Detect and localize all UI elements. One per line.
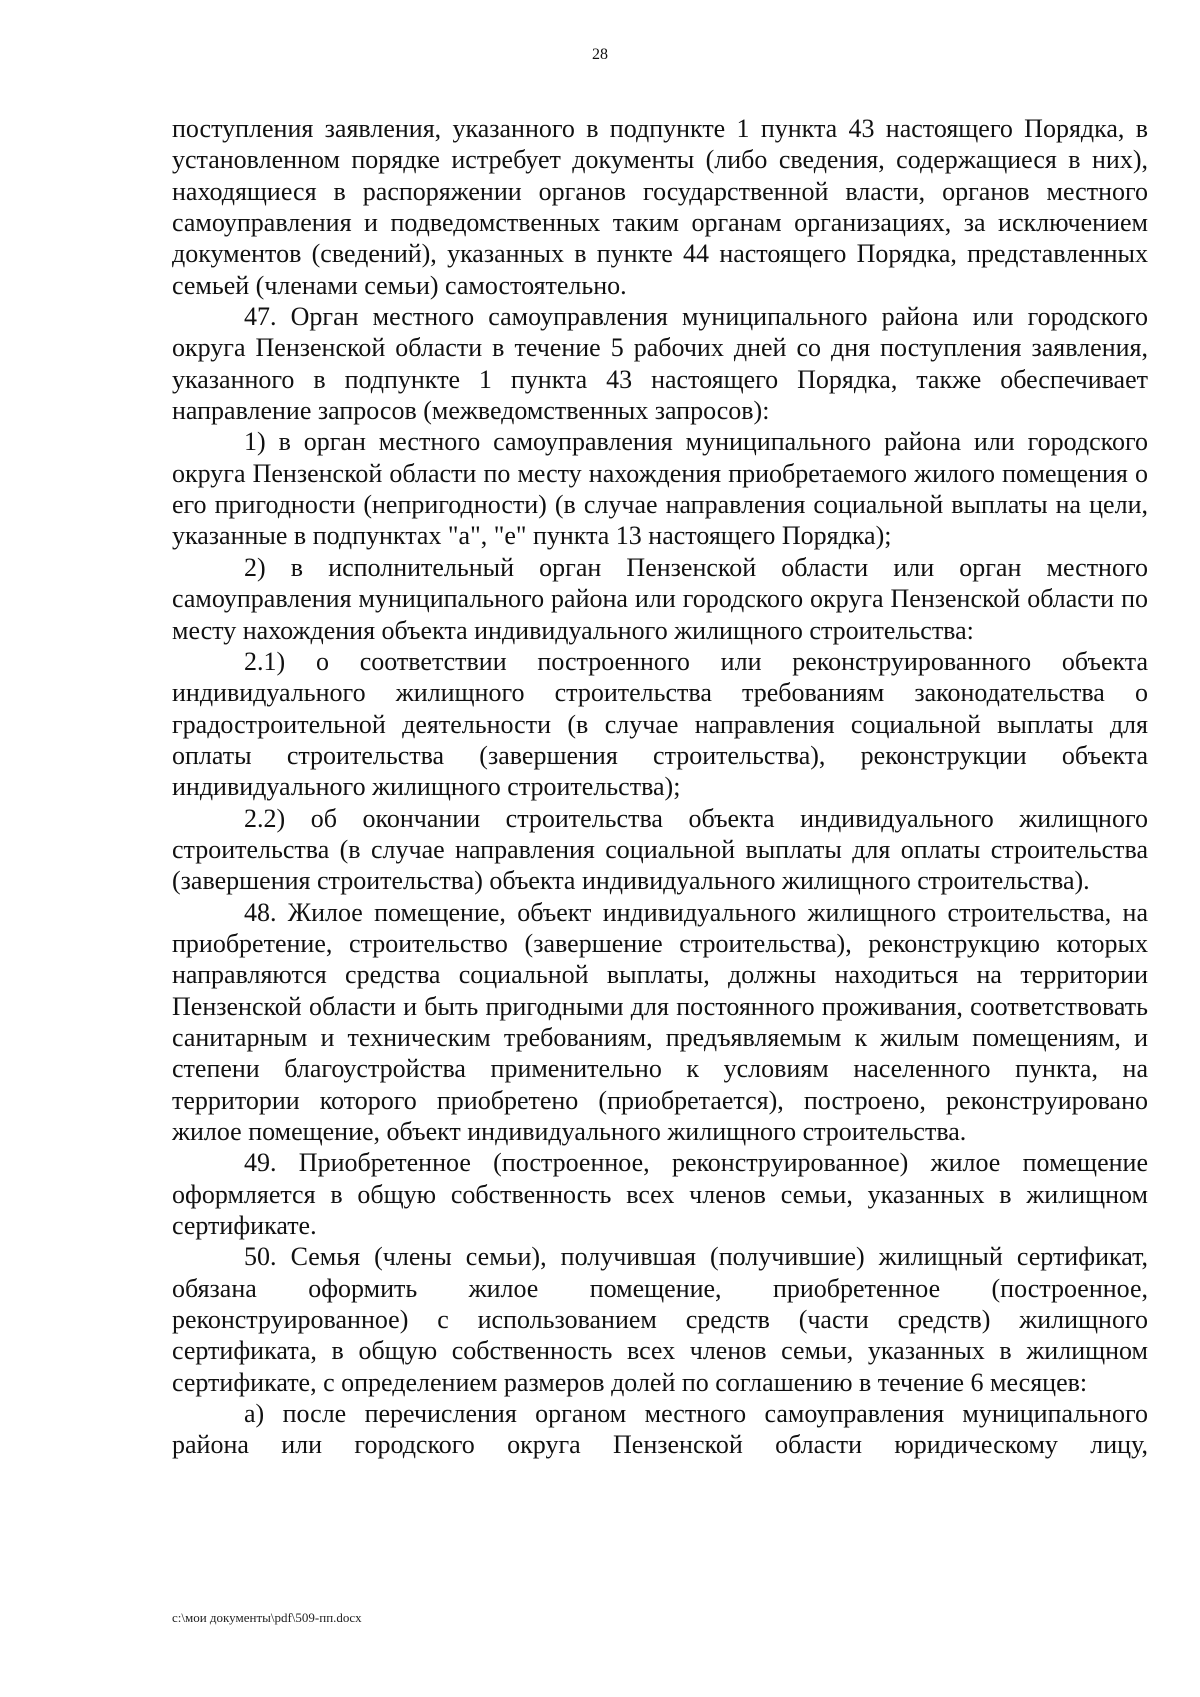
paragraph-47-item-1: 1) в орган местного самоуправления муниципального района или городского округа Пензенской области по месту нахождения приобретаемого жилого помещения о его пригодности (непригодности) (в случае направления социальной выплаты на цели, указанные в подпунктах "а", "е" пункта 13 настоящего Порядка); (172, 427, 1148, 551)
paragraph-continuation: поступления заявления, указанного в подпункте 1 пункта 43 настоящего Порядка, в установленном порядке истребует документы (либо сведения, содержащиеся в них), находящиеся в распоряжении органов государственной власти, органов местного самоуправления и подведомственных таким органам организациях, за исключением документов (сведений), указанных в пункте 44 настоящего Порядка, представленных семьей (членами семьи) самостоятельно. (172, 114, 1148, 300)
paragraph-50: 50. Семья (члены семьи), получившая (получившие) жилищный сертификат, обязана оформить жилое помещение, приобретенное (построенное, реконструированное) с использованием средств (части средств) жилищного сертификата, в общую собственность всех членов семьи, указанных в жилищном сертификате, с определением размеров долей по соглашению в течение 6 месяцев: (172, 1242, 1148, 1397)
paragraph-50-item-a: а) после перечисления органом местного самоуправления муниципального района или городского округа Пензенской области юридическому лицу, (172, 1399, 1148, 1460)
paragraph-47: 47. Орган местного самоуправления муниципального района или городского округа Пензенской области в течение 5 рабочих дней со дня поступления заявления, указанного в подпункте 1 пункта 43 настоящего Порядка, также обеспечивает направление запросов (межведомственных запросов): (172, 302, 1148, 426)
paragraph-47-item-2: 2) в исполнительный орган Пензенской области или орган местного самоуправления муниципального района или городского округа Пензенской области по месту нахождения объекта индивидуального жилищного строительства: (172, 552, 1148, 645)
document-body (172, 113, 1148, 1461)
footer-file-path: c:\мои документы\pdf\509-пп.docx (172, 1610, 362, 1625)
paragraph-47-item-2-1: 2.1) о соответствии построенного или реконструированного объекта индивидуального жилищного строительства требованиям законодательства о градостроительной деятельности (в случае направления социальной выплаты для оплаты строительства (завершения строительства), реконструкции объекта индивидуального жилищного строительства); (172, 646, 1148, 802)
paragraph-47-item-2-2: 2.2) об окончании строительства объекта индивидуального жилищного строительства (в случае направления социальной выплаты для оплаты строительства (завершения строительства) объекта индивидуального жилищного строительства). (172, 803, 1148, 896)
paragraph-49: 49. Приобретенное (построенное, реконструированное) жилое помещение оформляется в общую собственность всех членов семьи, указанных в жилищном сертификате. (172, 1148, 1148, 1241)
page-number: 28 (592, 46, 608, 63)
paragraph-48: 48. Жилое помещение, объект индивидуального жилищного строительства, на приобретение, строительство (завершение строительства), реконструкцию которых направляются средства социальной выплаты, должны находиться на территории Пензенской области и быть пригодными для постоянного проживания, соответствовать санитарным и техническим требованиям, предъявляемым к жилым помещениям, и степени благоустройства применительно к условиям населенного пункта, на территории которого приобретено (приобретается), построено, реконструировано жилое помещение, объект индивидуального жилищного строительства. (172, 897, 1148, 1146)
